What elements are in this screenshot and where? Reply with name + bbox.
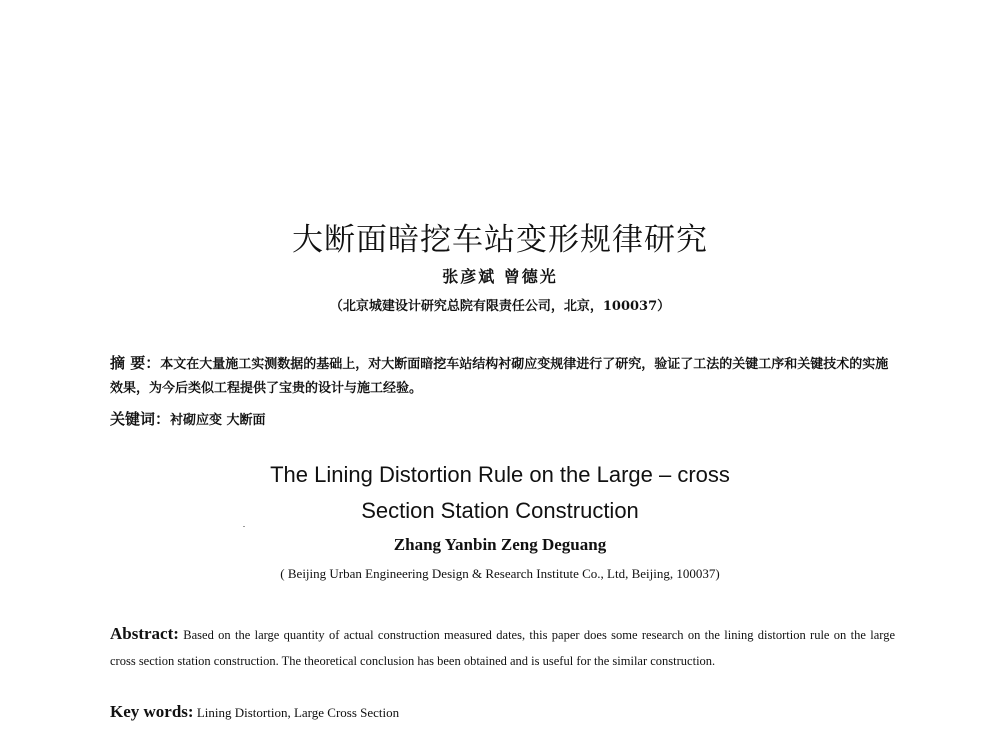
english-abstract (110, 621, 895, 674)
chinese-affiliation: （北京城建设计研究总院有限责任公司，北京，100037） (329, 299, 671, 314)
english-title-line-1: The Lining Distortion Rule on the Large – cross (270, 462, 730, 487)
english-title (0, 457, 1000, 529)
chinese-abstract-label: 摘 要： (110, 354, 161, 372)
chinese-keywords (110, 408, 895, 429)
english-keywords-text: Lining Distortion, Large Cross Section (196, 705, 400, 720)
english-authors: Zhang Yanbin Zeng Deguang (393, 535, 607, 554)
chinese-abstract-text: 本文在大量施工实测数据的基础上，对大断面暗挖车站结构衬砌应变规律进行了研究，验证了工法的关键工序和关键技术的实施效果，为今后类似工程提供了宝贵的设计与施工经验。 (110, 357, 889, 396)
chinese-title: 大断面暗挖车站变形规律研究 (292, 222, 708, 258)
english-title-line-2: Section Station Construction (361, 498, 639, 523)
english-affiliation: ( Beijing Urban Engineering Design & Research Institute Co., Ltd, Beijing, 100037) (280, 566, 720, 581)
english-abstract-text: Based on the large quantity of actual construction measured dates, this paper does some research on the lining distortion rule on the large cross section station construction. The theoretical conclusion has been obtained and is useful for the similar construction. (110, 628, 896, 668)
english-keywords-label: Key words: (110, 702, 194, 721)
scan-speck (243, 526, 245, 527)
chinese-keywords-label: 关键词： (110, 410, 171, 428)
chinese-keywords-text: 衬砌应变 大断面 (170, 413, 266, 428)
chinese-abstract (110, 351, 895, 401)
english-keywords (110, 702, 895, 722)
chinese-authors: 张彦斌 曾德光 (442, 267, 558, 286)
english-abstract-label: Abstract: (110, 624, 179, 643)
